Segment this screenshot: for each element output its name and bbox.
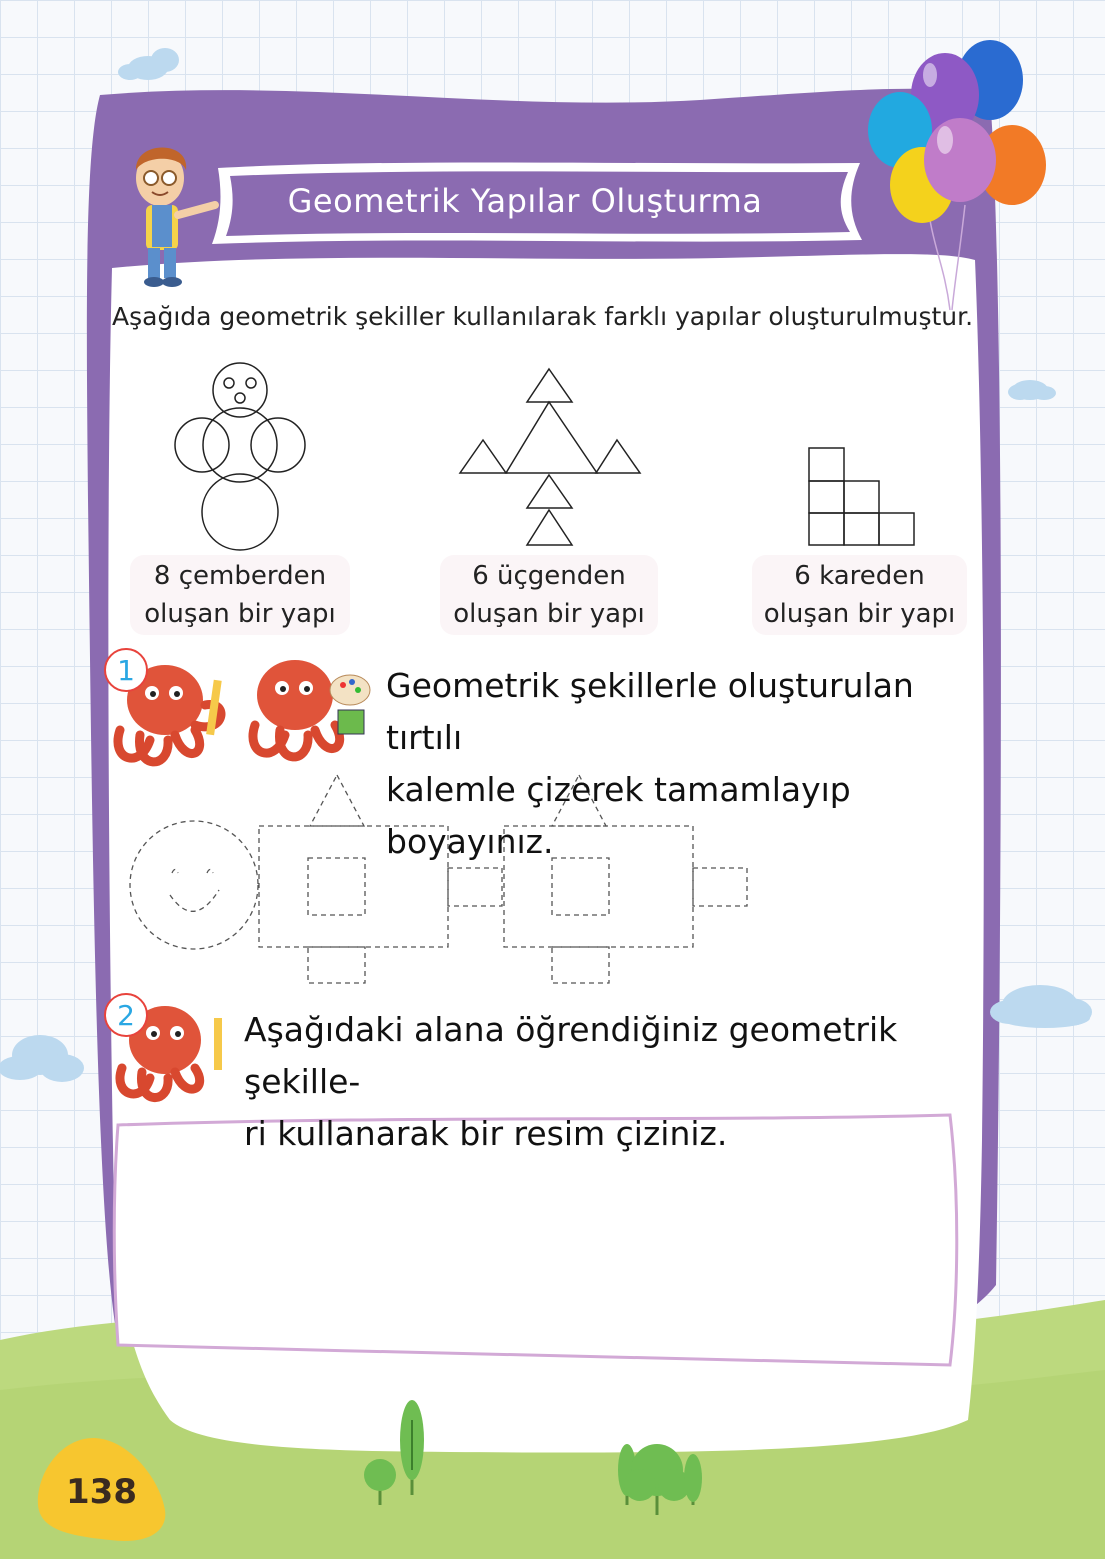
task-line-1: Geometrik şekillerle oluşturulan tırtılı [386,666,914,757]
task-line-2: ri kullanarak bir resim çiziniz. [244,1114,728,1153]
task-number-badge: 1 [104,648,148,692]
caption-line-1: 6 üçgenden [472,561,626,591]
intro-text: Aşağıda geometrik şekiller kullanılarak farklı yapılar oluşturulmuştur. [112,302,974,331]
example-caption-triangles [440,555,658,635]
caption-line-2: oluşan bir yapı [144,599,336,629]
task-2-instruction [244,1004,974,1160]
task-1-instruction [386,660,976,868]
task-line-1: Aşağıdaki alana öğrendiğiniz geometrik şekille- [244,1010,898,1101]
example-caption-circles [130,555,350,635]
task-line-2: kalemle çizerek tamamlayıp boyayınız. [386,770,851,861]
caption-line-1: 6 kareden [794,561,925,591]
example-caption-squares [752,555,967,635]
caption-line-2: oluşan bir yapı [763,599,956,629]
caption-line-1: 8 çemberden [153,561,327,591]
caption-line-2: oluşan bir yapı [453,599,645,629]
page-number: 138 [66,1472,137,1512]
cloud-icon [118,48,179,80]
page-title: Geometrik Yapılar Oluşturma [287,182,763,220]
task-number-badge: 2 [104,993,148,1037]
